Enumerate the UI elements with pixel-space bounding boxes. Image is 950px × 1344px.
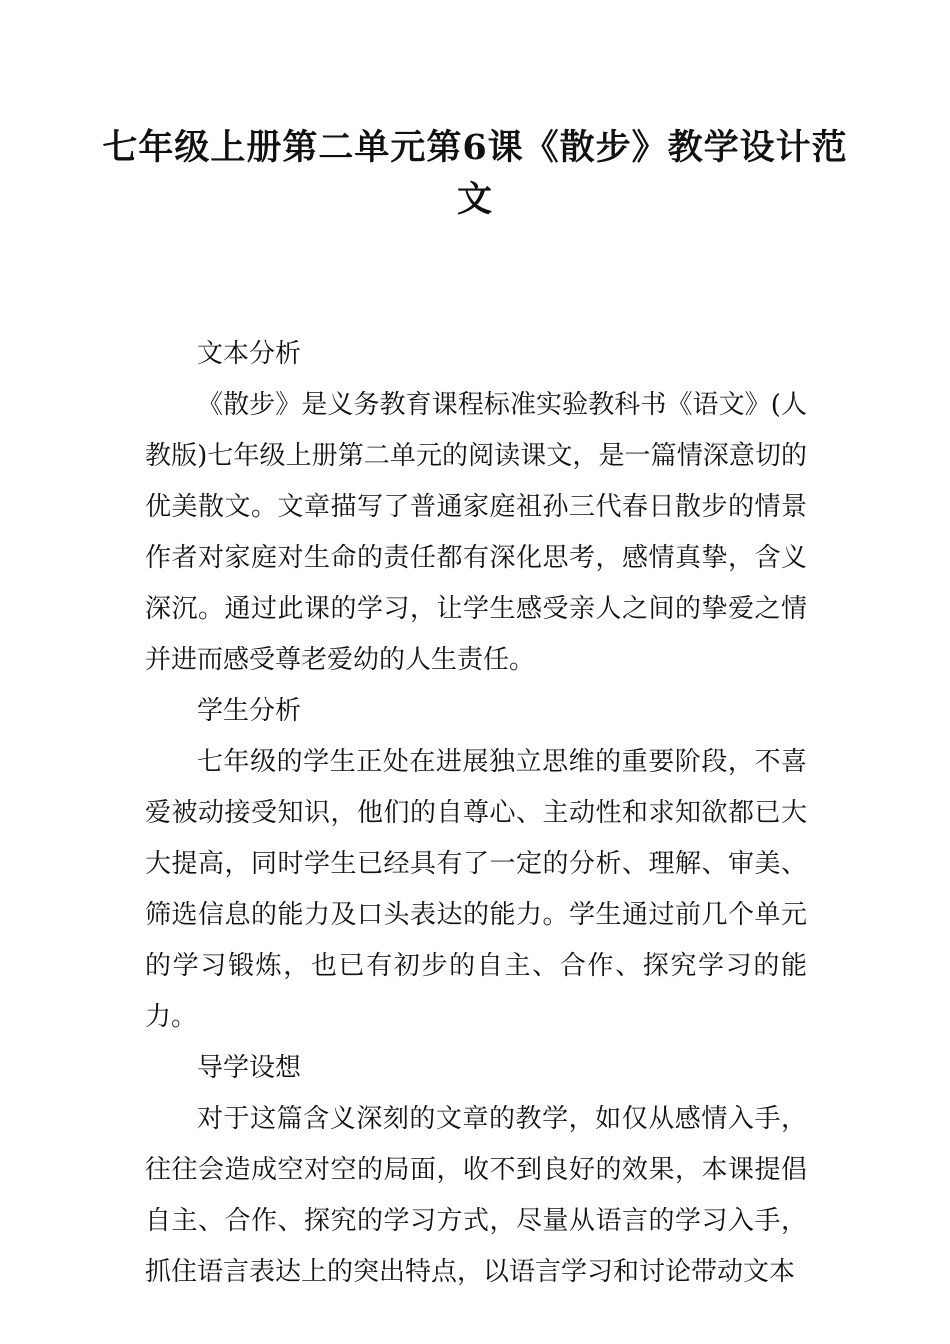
section-paragraph-student-analysis: 七年级的学生正处在进展独立思维的重要阶段，不喜爱被动接受知识，他们的自尊心、主动性和求知欲都已大大提高，同时学生已经具有了一定的分析、理解、审美、筛选信息的能力及口头表达的能力。学生通过前几个单元的学习锻炼，也已有初步的自主、合作、探究学习的能力。	[145, 747, 807, 1032]
page-title: 七年级上册第二单元第6课《散步》教学设计范文	[102, 127, 848, 220]
section-paragraph-teaching-design: 对于这篇含义深刻的文章的教学，如仅从感情入手，往往会造成空对空的局面，收不到良好的效果，本课提倡自主、合作、探究的学习方式，尽量从语言的学习入手，抓住语言表达上的突出特点，以语言学习和讨论带动文本	[145, 1104, 807, 1287]
section-heading-teaching-design: 导学设想	[197, 1053, 302, 1083]
section-paragraph-text-analysis: 《散步》是义务教育课程标准实验教科书《语文》(人教版)七年级上册第二单元的阅读课文，是一篇情深意切的优美散文。文章描写了普通家庭祖孙三代春日散步的情景作者对家庭对生命的责任都有深化思考，感情真挚，含义深沉。通过此课的学习，让学生感受亲人之间的挚爱之情并进而感受尊老爱幼的人生责任。	[145, 390, 807, 675]
section-heading-text-analysis: 文本分析	[197, 339, 302, 369]
section-heading-student-analysis: 学生分析	[197, 696, 302, 726]
document-body	[145, 329, 807, 1298]
